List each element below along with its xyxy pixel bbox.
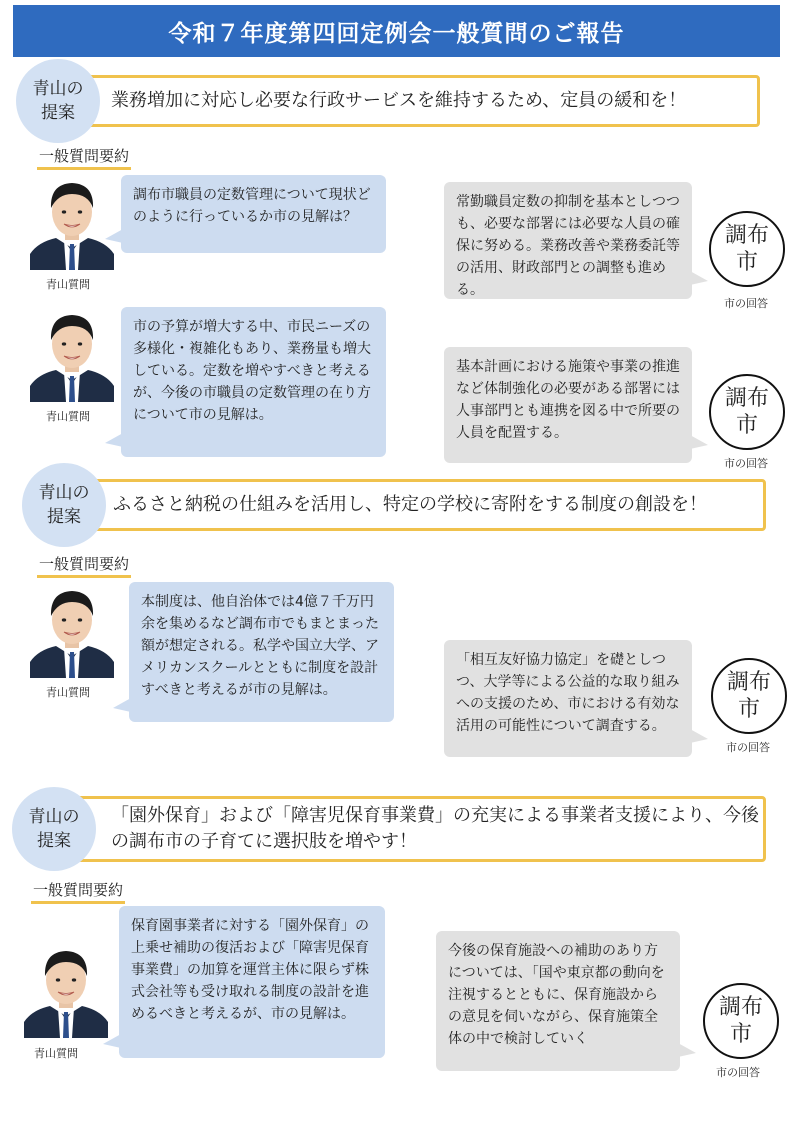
city-icon: 調布 市 — [703, 983, 779, 1059]
city-caption: 市の回答 — [726, 741, 770, 754]
question-bubble: 市の予算が増大する中、市民ニーズの多様化・複雑化もあり、業務量も増大している。定数を増やすべきと考えるが、今後の市職員の定数管理の在り方について市の見解は。 — [121, 307, 386, 457]
summary-label: 一般質問要約 — [37, 145, 131, 170]
questioner-photo — [24, 940, 108, 1038]
city-caption: 市の回答 — [724, 457, 768, 470]
city-caption: 市の回答 — [716, 1066, 760, 1079]
city-icon: 調布 市 — [709, 374, 785, 450]
proposal-box — [70, 479, 766, 531]
proposal-text: 業務増加に対応し必要な行政サービスを維持するため、定員の緩和を！ — [111, 90, 687, 111]
answer-bubble: 「相互友好協力協定」を礎としつつ、大学等による公益的な取り組みへの支援のため、市における有効な活用の可能性について調査する。 — [444, 640, 692, 757]
photo-caption: 青山質問 — [34, 1047, 78, 1060]
city-icon: 調布 市 — [711, 658, 787, 734]
person-photo-icon — [24, 940, 108, 1038]
summary-label: 一般質問要約 — [37, 553, 131, 578]
proposer-badge: 青山の 提案 — [16, 59, 100, 143]
summary-label: 一般質問要約 — [31, 879, 125, 904]
proposer-badge: 青山の 提案 — [12, 787, 96, 871]
person-photo-icon — [30, 304, 114, 402]
answer-bubble: 基本計画における施策や事業の推進など体制強化の必要がある部署には人事部門とも連携を図る中で所要の人員を配置する。 — [444, 347, 692, 463]
city-icon: 調布 市 — [709, 211, 785, 287]
page-title-banner — [13, 5, 780, 57]
question-bubble: 調布市職員の定数管理について現状どのように行っているか市の見解は？ — [121, 175, 386, 253]
answer-bubble: 今後の保育施設への補助のあり方については、「国や東京都の動向を注視するとともに、保育施設からの意見を伺いながら、保育施策全体の中で検討していく — [436, 931, 680, 1071]
proposal-text: 「園外保育」および「障害児保育事業費」の充実による事業者支援により、今後の調布市の子育てに選択肢を増やす！ — [111, 805, 759, 852]
page-title: 令和７年度第四回定例会一般質問のご報告 — [168, 20, 625, 47]
proposer-badge: 青山の 提案 — [22, 463, 106, 547]
questioner-photo — [30, 304, 114, 402]
proposal-box — [70, 75, 760, 127]
questioner-photo — [30, 172, 114, 270]
person-photo-icon — [30, 172, 114, 270]
person-photo-icon — [30, 580, 114, 678]
proposal-box — [70, 796, 766, 862]
question-bubble: 本制度は、他自治体では4億７千万円余を集めるなど調布市でもまとまった額が想定される。私学や国立大学、アメリカンスクールとともに制度を設計すべきと考えるが市の見解は。 — [129, 582, 394, 722]
city-caption: 市の回答 — [724, 297, 768, 310]
proposal-text: ふるさと納税の仕組みを活用し、特定の学校に寄附をする制度の創設を！ — [113, 494, 707, 515]
photo-caption: 青山質問 — [46, 686, 90, 699]
answer-bubble: 常勤職員定数の抑制を基本としつつも、必要な部署には必要な人員の確保に努める。業務改善や業務委託等の活用、財政部門との調整も進める。 — [444, 182, 692, 299]
photo-caption: 青山質問 — [46, 278, 90, 291]
questioner-photo — [30, 580, 114, 678]
question-bubble: 保育園事業者に対する「園外保育」の上乗せ補助の復活および「障害児保育事業費」の加算を運営主体に限らず株式会社等も受け取れる制度の設計を進めるべきと考えるが、市の見解は。 — [119, 906, 385, 1058]
photo-caption: 青山質問 — [46, 410, 90, 423]
